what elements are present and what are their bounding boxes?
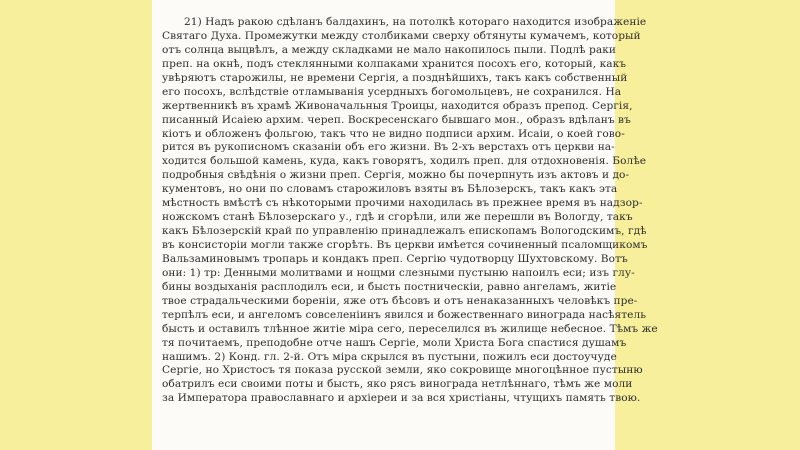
text-line-7: жертвенникѣ въ храмѣ Живоначальныя Троицы, находится образъ препод. Сергія, — [162, 99, 633, 112]
text-line-24: тя почитаемъ, преподобне отче нашъ Сергіе, моли Христа Бога спастися душамъ — [162, 336, 627, 349]
text-line-4: преп. на окнѣ, подъ стеклянными колпаками хранится посохъ его, который, какъ — [162, 57, 627, 70]
text-line-17: въ консисторіи могли также сгорѣть. Въ церкви имѣется сочиненный псаломщикомъ — [162, 239, 648, 251]
text-line-22: терпѣлъ еси, и ангеломъ совселеніинъ явился и божественнаго винограда насѣятель — [162, 308, 647, 321]
text-line-10: рится въ рукописномъ сказаніи объ его жизни. Въ 2-хъ верстахъ отъ церкви на- — [162, 141, 615, 154]
text-line-5: увѣряютъ старожилы, не времени Сергія, а позднѣйшихъ, такъ какъ собственный — [162, 71, 628, 84]
text-line-12: подробныя свѣдѣнія о жизни преп. Сергія, можно бы почерпнуть изъ актовъ и до- — [162, 169, 630, 182]
text-line-9: кіотъ и обложенъ фольгою, такъ что не видно подписи архим. Исаіи, о коей гово- — [162, 127, 625, 140]
text-line-18: Вальзаминовымъ тропарь и кондакъ преп. Сергію чудотворцу Шухтовскому. Вотъ — [162, 252, 628, 265]
text-line-27: обатрилъ еси своими поты и бысть, яко рясъ винограда нетлѣннаго, тѣмъ же моли — [162, 378, 633, 391]
text-line-21: твое страдальческими бореніи, яже отъ бѣсовъ и отъ ненаказанныхъ человѣкъ пре- — [162, 294, 638, 307]
text-line-8: писанный Исаіею архим. череп. Воскресенскаго бывшаго мон., образъ вдѣланъ въ — [162, 113, 631, 126]
text-line-28: за Императора православнаго и архіереи и за вся христіаны, чтущихъ память твою. — [162, 392, 641, 405]
text-line-13: кументовъ, но они по словамъ старожиловъ взяты въ Бѣлозерскъ, такъ какъ эта — [162, 183, 618, 196]
text-line-16: какъ Бѣлозерскій край по управленію принадлежалъ епископамъ Вологодскимъ, гдѣ — [162, 225, 647, 238]
text-line-6: его посохъ, вслѣдствіе отламыванія усердныхъ богомольцевъ, не сохранился. На — [162, 85, 622, 98]
text-line-14: мѣстность вмѣстѣ съ нѣкоторыми прочими находилась въ прежнее время въ надзор- — [162, 197, 643, 210]
text-line-20: бины воздыханія расплодилъ еси, и бысть постническіи, равно ангеламъ, житіе — [162, 280, 617, 293]
text-line-15: ножскомъ станѣ Бѣлозерскаго у., гдѣ и сгорѣли, или же перешли въ Вологду, такъ — [162, 211, 633, 224]
text-line-25: нашимъ. 2) Конд. гл. 2-й. Отъ міра скрылся въ пустыни, пожилъ еси достоучуде — [162, 350, 617, 363]
text-line-11: ходится большой камень, куда, какъ говорятъ, ходилъ преп. для отдохновенія. Болѣе — [162, 155, 647, 168]
text-line-23: бысть и оставилъ тлѣнное житіе міра сего, переселился въ жилище небесное. Тѣмъ же — [162, 322, 658, 335]
text-line-1: 21) Надъ ракою сдѣланъ балдахинъ, на потолкѣ котораго находится изображеніе — [184, 16, 647, 28]
text-line-26: Сергіе, но Христосъ тя показа русской земли, яко сокровище многоцѣнное пустыню — [162, 364, 643, 377]
text-line-2: Святаго Духа. Промежутки между столбиками сверху обтянуты кумачемъ, который — [162, 29, 641, 42]
document-page — [152, 0, 658, 450]
text-line-3: отъ солнца выцвѣлъ, а между складками не мало накопилось пыли. Подлѣ раки — [162, 43, 616, 56]
text-line-19: они: 1) тр: Денными молитвами и нощми слезными пустыню напоилъ еси; изъ глу- — [162, 266, 635, 279]
